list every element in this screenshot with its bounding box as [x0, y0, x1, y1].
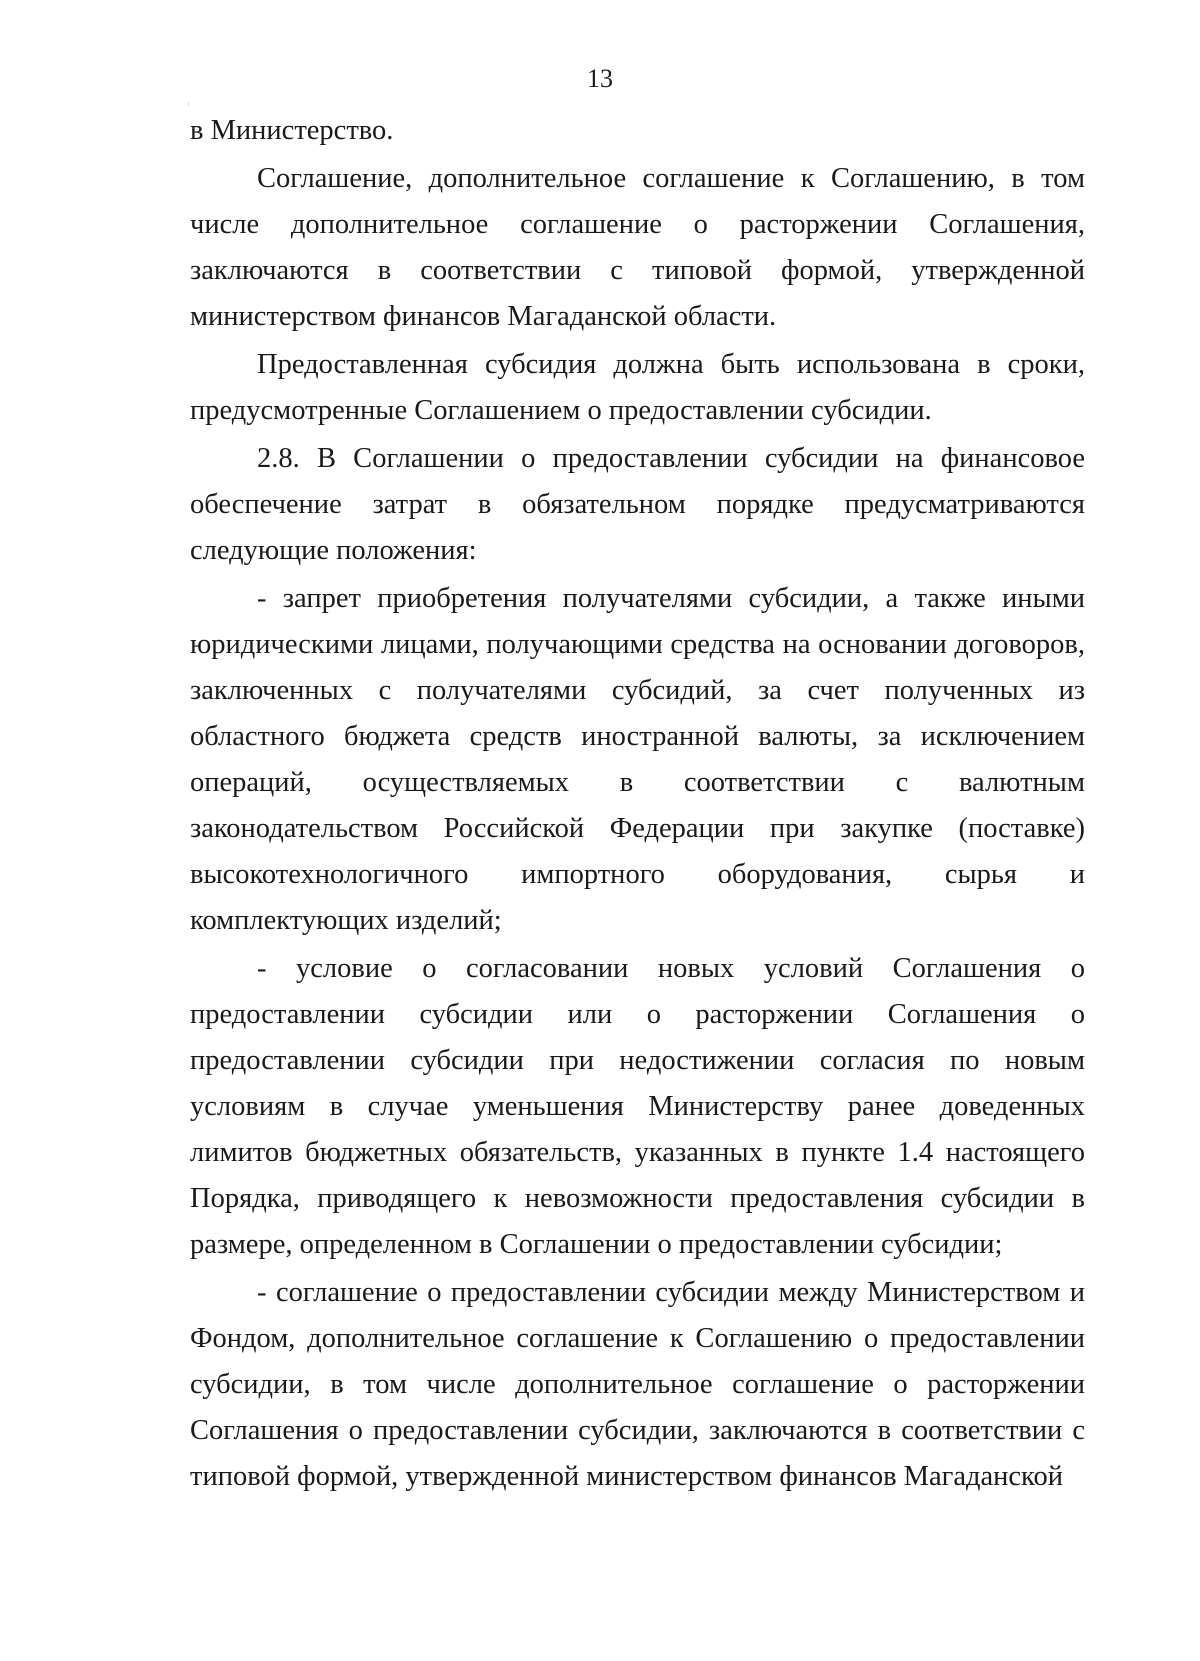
page-number: 13 — [587, 64, 613, 93]
document-body — [190, 108, 1085, 1500]
list-item-new-conditions: - условие о согласовании новых условий Соглашения о предоставлении субсидии или о расторжении Соглашения о предоставлении субсидии при недостижении согласия по новым условиям в случае уменьшения Министерству ранее доведенных лимитов бюджетных обязательств, указанных в пункте 1.4 настоящего Порядка, приводящего к невозможности предоставления субсидии в размере, определенном в Соглашении о предоставлении субсидии; — [190, 953, 1085, 1260]
paragraph-section-2-8: 2.8. В Соглашении о предоставлении субсидии на финансовое обеспечение затрат в обязательном порядке предусматриваются следующие положения: — [190, 443, 1085, 566]
list-item-agreement-fund: - соглашение о предоставлении субсидии между Министерством и Фондом, дополнительное соглашение к Соглашению о предоставлении субсидии, в том числе дополнительное соглашение о расторжении Соглашения о предоставлении субсидии, заключаются в соответствии с типовой формой, утвержденной министерством финансов Магаданской — [190, 1277, 1085, 1492]
paragraph-continuation: в Министерство. — [190, 115, 394, 146]
paragraph-agreement-form: Соглашение, дополнительное соглашение к Соглашению, в том числе дополнительное соглашение о расторжении Соглашения, заключаются в соответствии с типовой формой, утвержденной министерством финансов Магаданской области. — [190, 163, 1085, 332]
list-item-currency-ban: - запрет приобретения получателями субсидии, а также иными юридическими лицами, получающими средства на основании договоров, заключенных с получателями субсидий, за счет полученных из областного бюджета средств иностранной валюты, за исключением операций, осуществляемых в соответствии с валютным законодательством Российской Федерации при закупке (поставке) высокотехнологичного импортного оборудования, сырья и комплектующих изделий; — [190, 583, 1085, 936]
paragraph-subsidy-terms: Предоставленная субсидия должна быть использована в сроки, предусмотренные Соглашением о предоставлении субсидии. — [190, 349, 1085, 426]
scan-artifact — [188, 102, 189, 106]
